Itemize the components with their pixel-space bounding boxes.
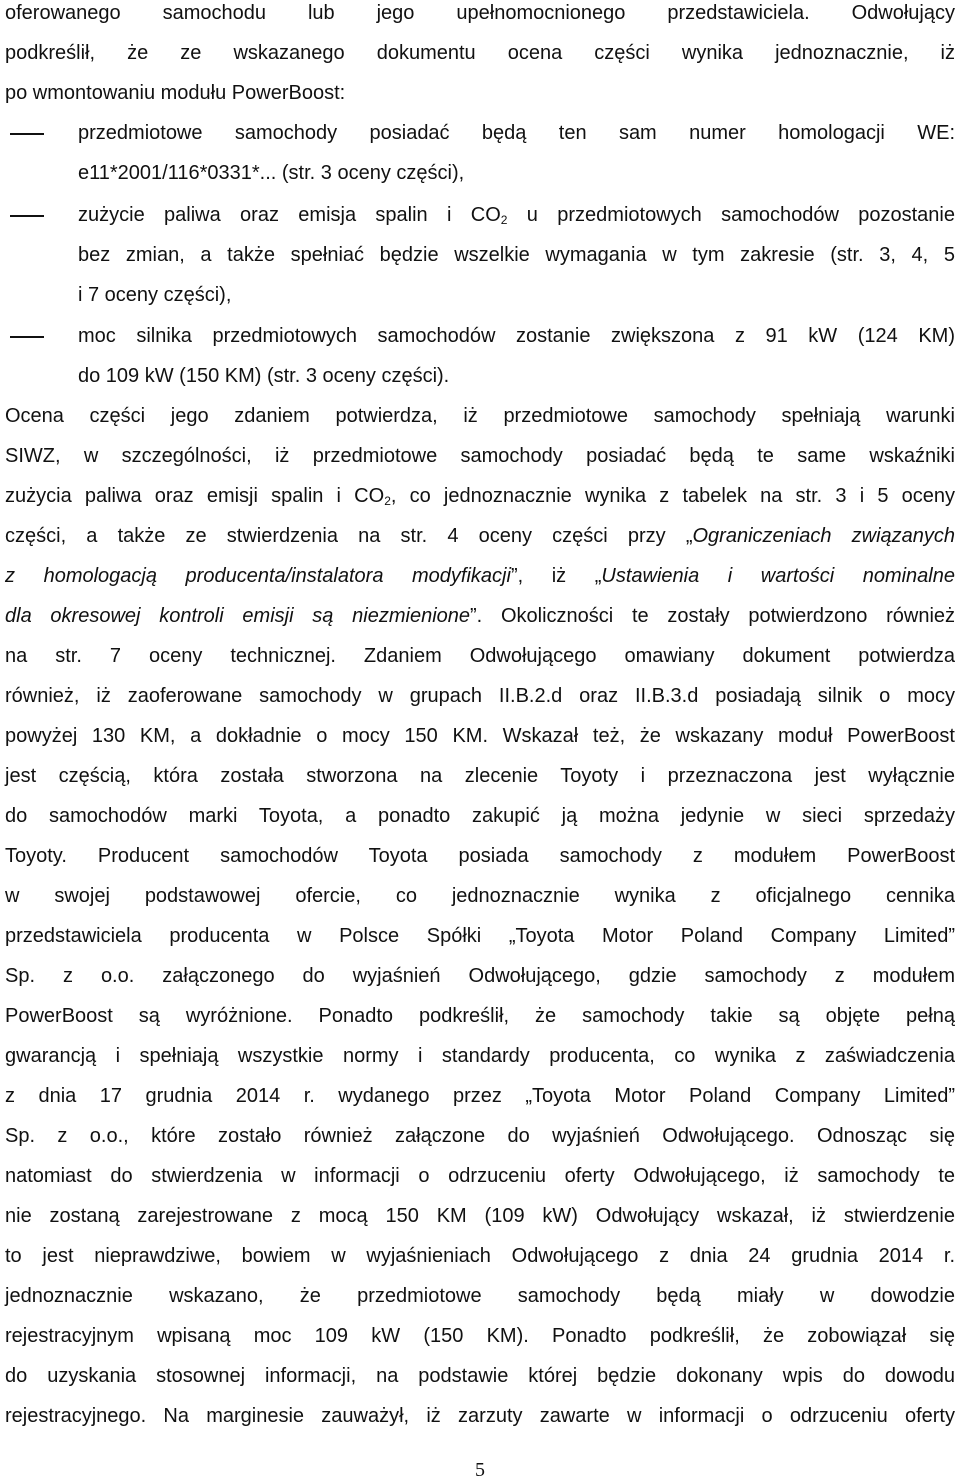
text-line: i 7 oceny części), [78,284,232,306]
text-line: do uzyskania stosownej informacji, na podstawie której będzie dokonany wpis do dowodu [5,1365,955,1387]
text-run: zużycie paliwa oraz emisja spalin i CO [78,204,501,226]
text-line [78,202,955,228]
bullet-dash [10,323,44,349]
text-line: gwarancją i spełniają wszystkie normy i standardy producenta, co wynika z zaświadczenia [5,1045,955,1067]
text-line: powyżej 130 KM, a dokładnie o mocy 150 KM. Wskazał też, że wskazany moduł PowerBoost [5,725,955,747]
text-run: zużycia paliwa oraz emisji spalin i CO [5,485,385,507]
text-line [5,603,955,629]
text-line [5,523,955,549]
text-line: moc silnika przedmiotowych samochodów zostanie zwiększona z 91 kW (124 KM) [78,325,955,347]
text-line: do 109 kW (150 KM) (str. 3 oceny części). [78,365,450,387]
text-line: natomiast do stwierdzenia w informacji o odrzuceniu oferty Odwołującego, iż samochody te [5,1165,955,1187]
italic-quote: dla okresowej kontroli emisji są niezmienione [5,605,471,627]
text-line: do samochodów marki Toyota, a ponadto zakupić ją można jedynie w sieci sprzedaży [5,805,955,827]
bullet-dash [10,202,44,228]
text-run: ”. Okoliczności te zostały potwierdzono również [470,605,956,627]
subscript: 2 [384,494,391,508]
italic-quote: z homologacją producenta/instalatora modyfikacji [5,565,511,587]
text-line: PowerBoost są wyróżnione. Ponadto podkreślił, że samochody takie są objęte pełną [5,1005,955,1027]
text-line: Ocena części jego zdaniem potwierdza, iż przedmiotowe samochody spełniają warunki [5,405,955,427]
text-run: u przedmiotowych samochodów pozostanie [507,204,955,226]
text-line: Sp. z o.o. załączonego do wyjaśnień Odwołującego, gdzie samochody z modułem [5,965,955,987]
text-line: to jest nieprawdziwe, bowiem w wyjaśnieniach Odwołującego z dnia 24 grudnia 2014 r. [5,1245,955,1267]
text-line: rejestracyjnym wpisaną moc 109 kW (150 KM). Ponadto podkreślił, że zobowiązał się [5,1325,955,1347]
text-line: nie zostaną zarejestrowane z mocą 150 KM (109 kW) Odwołujący wskazał, iż stwierdzenie [5,1205,955,1227]
italic-quote: Ustawienia i wartości nominalne [601,565,955,587]
page-number: 5 [475,1459,485,1481]
text-line: podkreślił, że ze wskazanego dokumentu ocena części wynika jednoznacznie, iż [5,42,955,64]
text-line: Sp. z o.o., które zostało również załączone do wyjaśnień Odwołującego. Odnosząc się [5,1125,955,1147]
text-line: przedstawiciela producenta w Polsce Spółki „Toyota Motor Poland Company Limited” [5,925,955,947]
text-line [5,483,955,509]
text-line: w swojej podstawowej ofercie, co jednoznacznie wynika z oficjalnego cennika [5,885,955,907]
text-line: rejestracyjnego. Na marginesie zauważył, iż zarzuty zawarte w informacji o odrzuceniu oferty [5,1405,955,1427]
text-line: SIWZ, w szczególności, iż przedmiotowe samochody posiadać będą te same wskaźniki [5,445,955,467]
text-line: jednoznacznie wskazano, że przedmiotowe samochody będą miały w dowodzie [5,1285,955,1307]
text-run: części, a także ze stwierdzenia na str. 4 oceny części przy „ [5,525,693,547]
text-line: również, iż zaoferowane samochody w grupach II.B.2.d oraz II.B.3.d posiadają silnik o mocy [5,685,955,707]
text-line: jest częścią, która została stworzona na zlecenie Toyoty i przeznaczona jest wyłącznie [5,765,955,787]
text-line: z dnia 17 grudnia 2014 r. wydanego przez „Toyota Motor Poland Company Limited” [5,1085,955,1107]
text-run: , co jednoznacznie wynika z tabelek na str. 3 i 5 oceny [390,485,955,507]
text-line: na str. 7 oceny technicznej. Zdaniem Odwołującego omawiany dokument potwierdza [5,645,955,667]
subscript: 2 [500,213,508,227]
text-run: ”, iż „ [510,565,602,587]
text-line: oferowanego samochodu lub jego upełnomocnionego przedstawiciela. Odwołujący [5,2,955,24]
text-line: po wmontowaniu modułu PowerBoost: [5,82,346,104]
text-line: e11*2001/116*0331*... (str. 3 oceny części), [78,162,465,184]
text-line: bez zmian, a także spełniać będzie wszelkie wymagania w tym zakresie (str. 3, 4, 5 [78,244,955,266]
text-line [5,563,955,589]
italic-quote: Ograniczeniach związanych [692,525,956,547]
text-line: przedmiotowe samochody posiadać będą ten sam numer homologacji WE: [78,122,955,144]
text-line: Toyoty. Producent samochodów Toyota posiada samochody z modułem PowerBoost [5,845,955,867]
bullet-dash [10,120,44,146]
